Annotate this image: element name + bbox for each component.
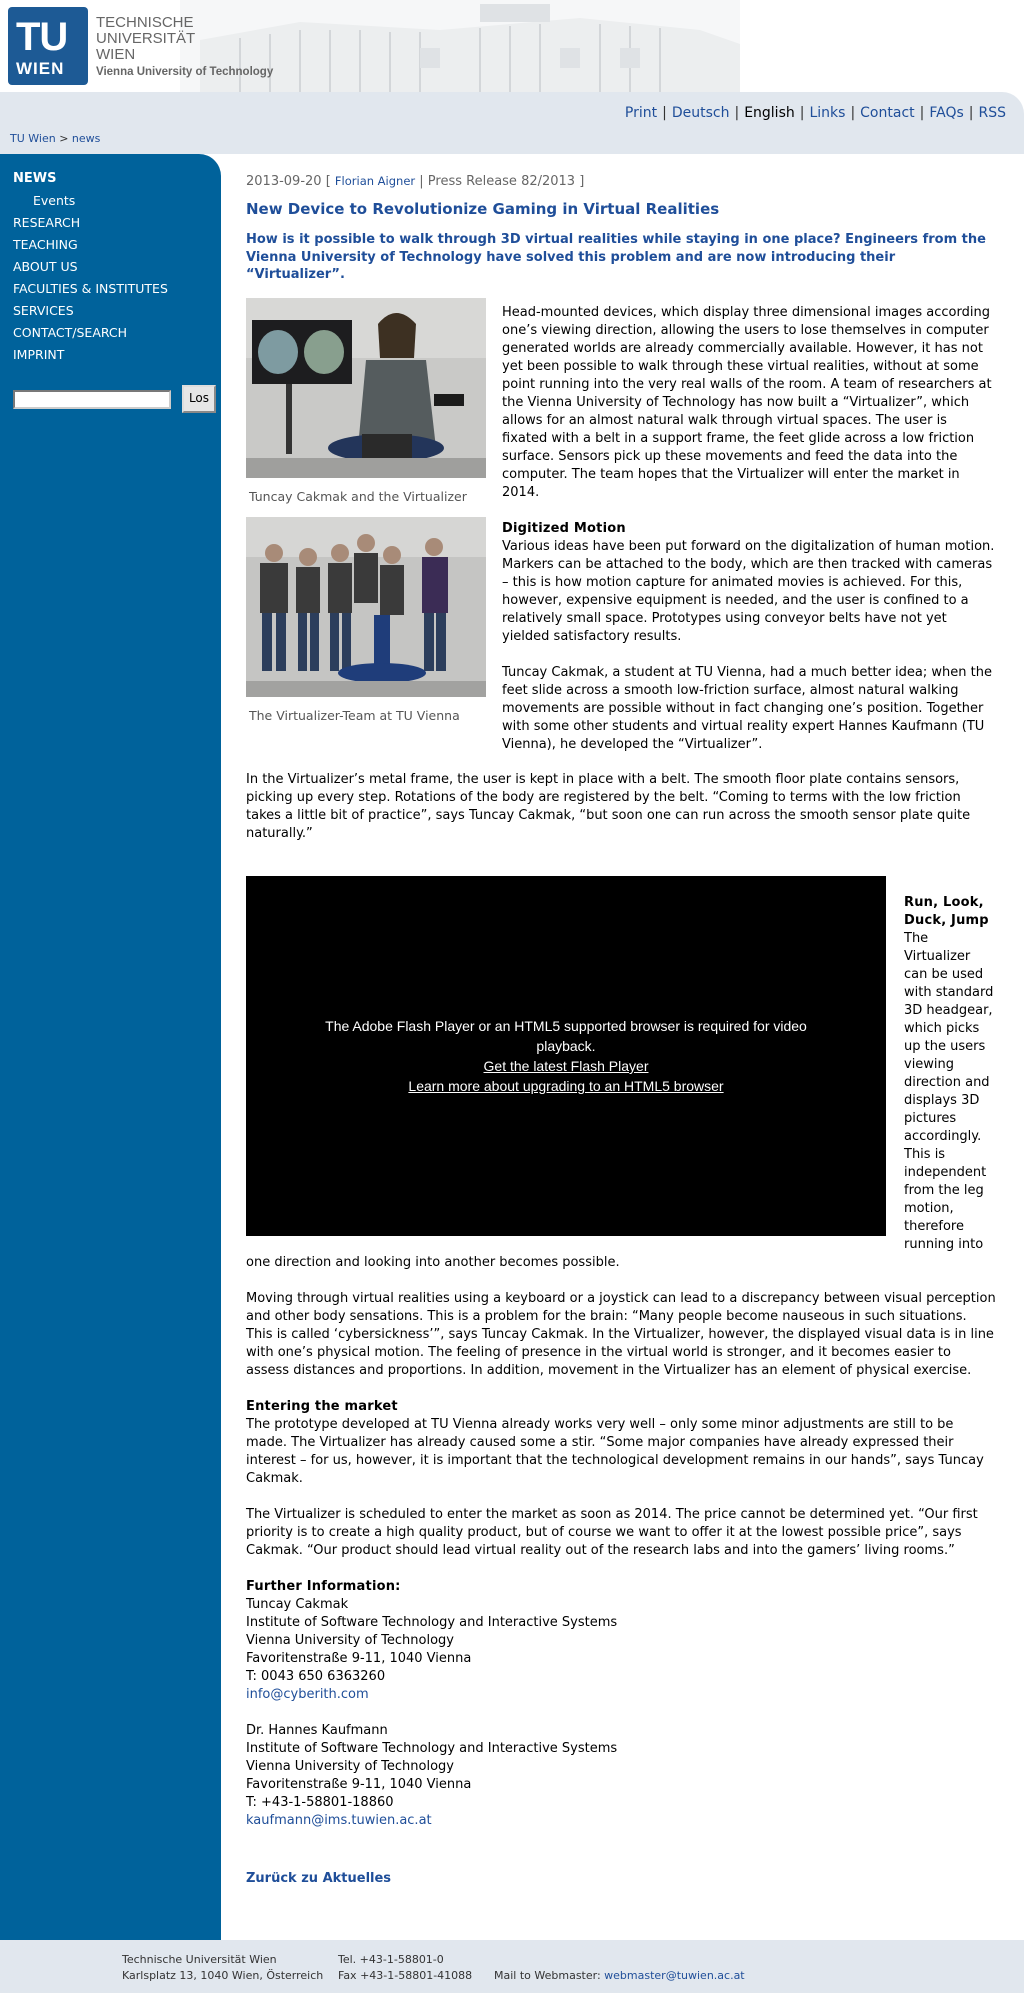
- sidebar-item-contact-search[interactable]: CONTACT/SEARCH: [13, 325, 128, 340]
- contact-1-email-link[interactable]: info@cyberith.com: [246, 1687, 369, 1702]
- article-lead: How is it possible to walk through 3D virtual realities while staying in one place? Engineers from the Vienna University of Technology have solved this problem and are now introducing their “Virtualizer”.: [246, 232, 986, 282]
- html5-browser-link[interactable]: Learn more about upgrading to an HTML5 browser: [408, 1078, 724, 1094]
- sidebar-item-teaching[interactable]: TEACHING: [13, 237, 78, 252]
- nav-faqs[interactable]: FAQs: [929, 105, 964, 121]
- paragraph-headgear-cont: one direction and looking into another becomes possible.: [246, 1255, 620, 1270]
- contact-1-university: Vienna University of Technology: [246, 1633, 454, 1648]
- search-input[interactable]: [13, 390, 171, 409]
- contact-2-university: Vienna University of Technology: [246, 1759, 454, 1774]
- nav-rss[interactable]: RSS: [978, 105, 1006, 121]
- footer-webmaster: [494, 1968, 745, 1984]
- back-to-news-link[interactable]: Zurück zu Aktuelles: [246, 1871, 392, 1886]
- article-full-section: [246, 771, 996, 843]
- breadcrumb-news[interactable]: news: [71, 132, 101, 145]
- site-header: [0, 0, 1024, 92]
- sidebar-item-faculties[interactable]: FACULTIES & INSTITUTES: [13, 281, 168, 296]
- sidebar-item-events[interactable]: Events: [33, 193, 76, 208]
- contact-1-phone: T: 0043 650 6363260: [246, 1669, 386, 1684]
- footer-tel: Tel. +43-1-58801-0: [338, 1953, 444, 1966]
- footer-university: Technische Universität Wien: [122, 1953, 277, 1966]
- breadcrumb: [10, 132, 100, 145]
- video-player[interactable]: [246, 876, 886, 1236]
- nav-separator: |: [919, 105, 925, 121]
- paragraph-metal-frame: In the Virtualizer’s metal frame, the user is kept in place with a belt. The smooth floor plate contains sensors, picking up every step. Rotations of the body are registered by the belt. “Coming to terms with the low friction takes a little bit of practice”, says Tuncay Cakmak, “but soon one can run across the smooth sensor plate quite naturally.”: [246, 772, 971, 841]
- article-meta: [246, 172, 996, 191]
- heading-further-information: Further Information:: [246, 1579, 401, 1594]
- paragraph-headgear: The Virtualizer can be used with standard 3D headgear, which picks up the users viewing direction and displays 3D pictures accordingly. This is independent from the leg motion, therefore running into: [904, 931, 994, 1252]
- logo-wien-text: WIEN: [16, 59, 65, 78]
- logo-line-1: TECHNISCHE: [96, 14, 194, 31]
- page-title: New Device to Revolutionize Gaming in Virtual Realities: [246, 200, 720, 218]
- heading-entering-market: Entering the market: [246, 1399, 398, 1414]
- photo-virtualizer-team[interactable]: [246, 517, 486, 697]
- video-side-note: [904, 894, 996, 1254]
- contact-1-institute: Institute of Software Technology and Interactive Systems: [246, 1615, 618, 1630]
- sidebar-item-about-us[interactable]: ABOUT US: [13, 259, 78, 274]
- article-lower-section: [246, 1254, 996, 1888]
- nav-separator: |: [968, 105, 974, 121]
- author-link[interactable]: Florian Aigner: [334, 174, 416, 188]
- footer: [0, 1940, 1024, 1993]
- logo-tu-text: TU: [16, 15, 68, 59]
- paragraph-prototype: The prototype developed at TU Vienna already works very well – only some minor adjustments are still to be made. The Virtualizer has already caused some a stir. “Some major companies have already expressed their interest – for us, however, it is important that the technological development remains in our hands”, says Tuncay Cakmak.: [246, 1417, 984, 1486]
- figure-1-caption: Tuncay Cakmak and the Virtualizer: [249, 489, 467, 504]
- sidebar-nav: [13, 168, 168, 366]
- sidebar-item-news[interactable]: NEWS: [13, 171, 57, 186]
- contact-2-phone: T: +43-1-58801-18860: [246, 1795, 394, 1810]
- article-column: [502, 304, 996, 754]
- meta-bracket-open: [: [325, 174, 331, 189]
- paragraph-digitized-motion: Various ideas have been put forward on the digitalization of human motion. Markers can be attached to the body, which are then tracked with cameras – this is how motion capture for animated movies is achieved. For this, however, expensive equipment is needed, and the user is confined to a relatively small space. Prototypes using conveyor belts have not yet yielded satisfactory results.: [502, 539, 995, 644]
- heading-run-look-duck-jump: Run, Look, Duck, Jump: [904, 895, 989, 928]
- paragraph-schedule: The Virtualizer is scheduled to enter the market as soon as 2014. The price cannot be determined yet. “Our first priority is to create a high quality product, but of course we want to offer it at the lowest possible price”, says Cakmak. “Our product should lead virtual reality out of the research labs and into the gamers’ living rooms.”: [246, 1507, 978, 1558]
- sidebar-item-research[interactable]: RESEARCH: [13, 215, 81, 230]
- figure-2-caption: The Virtualizer-Team at TU Vienna: [249, 708, 460, 723]
- nav-separator: |: [850, 105, 856, 121]
- sidebar: [0, 154, 221, 1940]
- nav-separator: |: [734, 105, 740, 121]
- logo-line-3: WIEN: [96, 46, 136, 63]
- webmaster-email-link[interactable]: webmaster@tuwien.ac.at: [604, 1969, 745, 1982]
- heading-digitized-motion: Digitized Motion: [502, 521, 626, 536]
- breadcrumb-separator: >: [59, 132, 69, 145]
- video-fallback-message: [296, 1016, 836, 1096]
- nav-print[interactable]: Print: [624, 105, 658, 121]
- nav-contact[interactable]: Contact: [860, 105, 915, 121]
- nav-english: English: [744, 105, 795, 121]
- paragraph-intro: Head-mounted devices, which display three dimensional images according one’s viewing direction, allowing the users to lose themselves in computer generated worlds are already commercially available. However, it has not yet been possible to walk through these virtual realities, without at some point running into the very real walls of the room. A team of researchers at the Vienna University of Technology has now built a “Virtualizer”, which allows for an almost natural walk through virtual spaces. The user is fixated with a belt in a support frame, the feet glide across a low friction surface. Sensors pick up these movements and feed the data into the computer. The team hopes that the Virtualizer will enter the market in 2014.: [502, 305, 992, 500]
- top-bar: [0, 92, 1024, 154]
- tu-logo[interactable]: [8, 7, 88, 85]
- contact-1-address: Favoritenstraße 9-11, 1040 Vienna: [246, 1651, 472, 1666]
- footer-phone-fax: [338, 1952, 472, 1984]
- contact-2-email-link[interactable]: kaufmann@ims.tuwien.ac.at: [246, 1813, 432, 1828]
- paragraph-cybersickness: Moving through virtual realities using a keyboard or a joystick can lead to a discrepancy between visual perception and other body sensations. This is a problem for the brain: “Many people become nauseous in such situations. This is called ‘cybersickness’”, says Tuncay Cakmak. In the Virtualizer, however, the displayed visual data is in line with one’s physical motion. The feeling of presence in the virtual world is stronger, and it becomes easier to assess distances and proportions. In addition, movement in the Virtualizer has an element of physical exercise.: [246, 1291, 996, 1378]
- top-nav: [625, 105, 1006, 121]
- contact-2-address: Favoritenstraße 9-11, 1040 Vienna: [246, 1777, 472, 1792]
- press-release-number: | Press Release 82/2013 ]: [419, 174, 585, 189]
- logo-line-2: UNIVERSITÄT: [96, 30, 196, 47]
- breadcrumb-home[interactable]: TU Wien: [10, 132, 56, 145]
- contact-2-name: Dr. Hannes Kaufmann: [246, 1723, 388, 1738]
- logo-subtitle: Vienna University of Technology: [96, 66, 274, 78]
- nav-separator: |: [662, 105, 667, 121]
- flash-player-link[interactable]: Get the latest Flash Player: [483, 1058, 649, 1074]
- video-fallback-text: The Adobe Flash Player or an HTML5 supported browser is required for video playback.: [325, 1018, 807, 1054]
- nav-deutsch[interactable]: Deutsch: [671, 105, 730, 121]
- nav-separator: |: [799, 105, 805, 121]
- photo-cakmak-virtualizer[interactable]: [246, 298, 486, 478]
- building-illustration: [180, 0, 740, 92]
- footer-street: Karlsplatz 13, 1040 Wien, Österreich: [122, 1969, 324, 1982]
- sidebar-item-services[interactable]: SERVICES: [13, 303, 74, 318]
- sidebar-item-imprint[interactable]: IMPRINT: [13, 347, 65, 362]
- footer-webmaster-label: Mail to Webmaster:: [494, 1969, 601, 1982]
- paragraph-cakmak-idea: Tuncay Cakmak, a student at TU Vienna, had a much better idea; when the feet slide across a smooth low-friction surface, almost natural walking movements are possible without in fact changing one’s position. Together with some other students and virtual reality expert Hannes Kaufmann (TU Vienna), he developed the “Virtualizer”.: [502, 665, 992, 752]
- contact-2-institute: Institute of Software Technology and Interactive Systems: [246, 1741, 618, 1756]
- figure-2: [246, 517, 486, 725]
- article: [246, 172, 996, 1886]
- contact-1-name: Tuncay Cakmak: [246, 1597, 349, 1612]
- footer-address: [122, 1952, 323, 1984]
- article-date: 2013-09-20: [246, 174, 322, 189]
- search-button[interactable]: Los: [182, 385, 216, 413]
- nav-links[interactable]: Links: [809, 105, 846, 121]
- footer-fax: Fax +43-1-58801-41088: [338, 1969, 473, 1982]
- figure-1: [246, 298, 486, 506]
